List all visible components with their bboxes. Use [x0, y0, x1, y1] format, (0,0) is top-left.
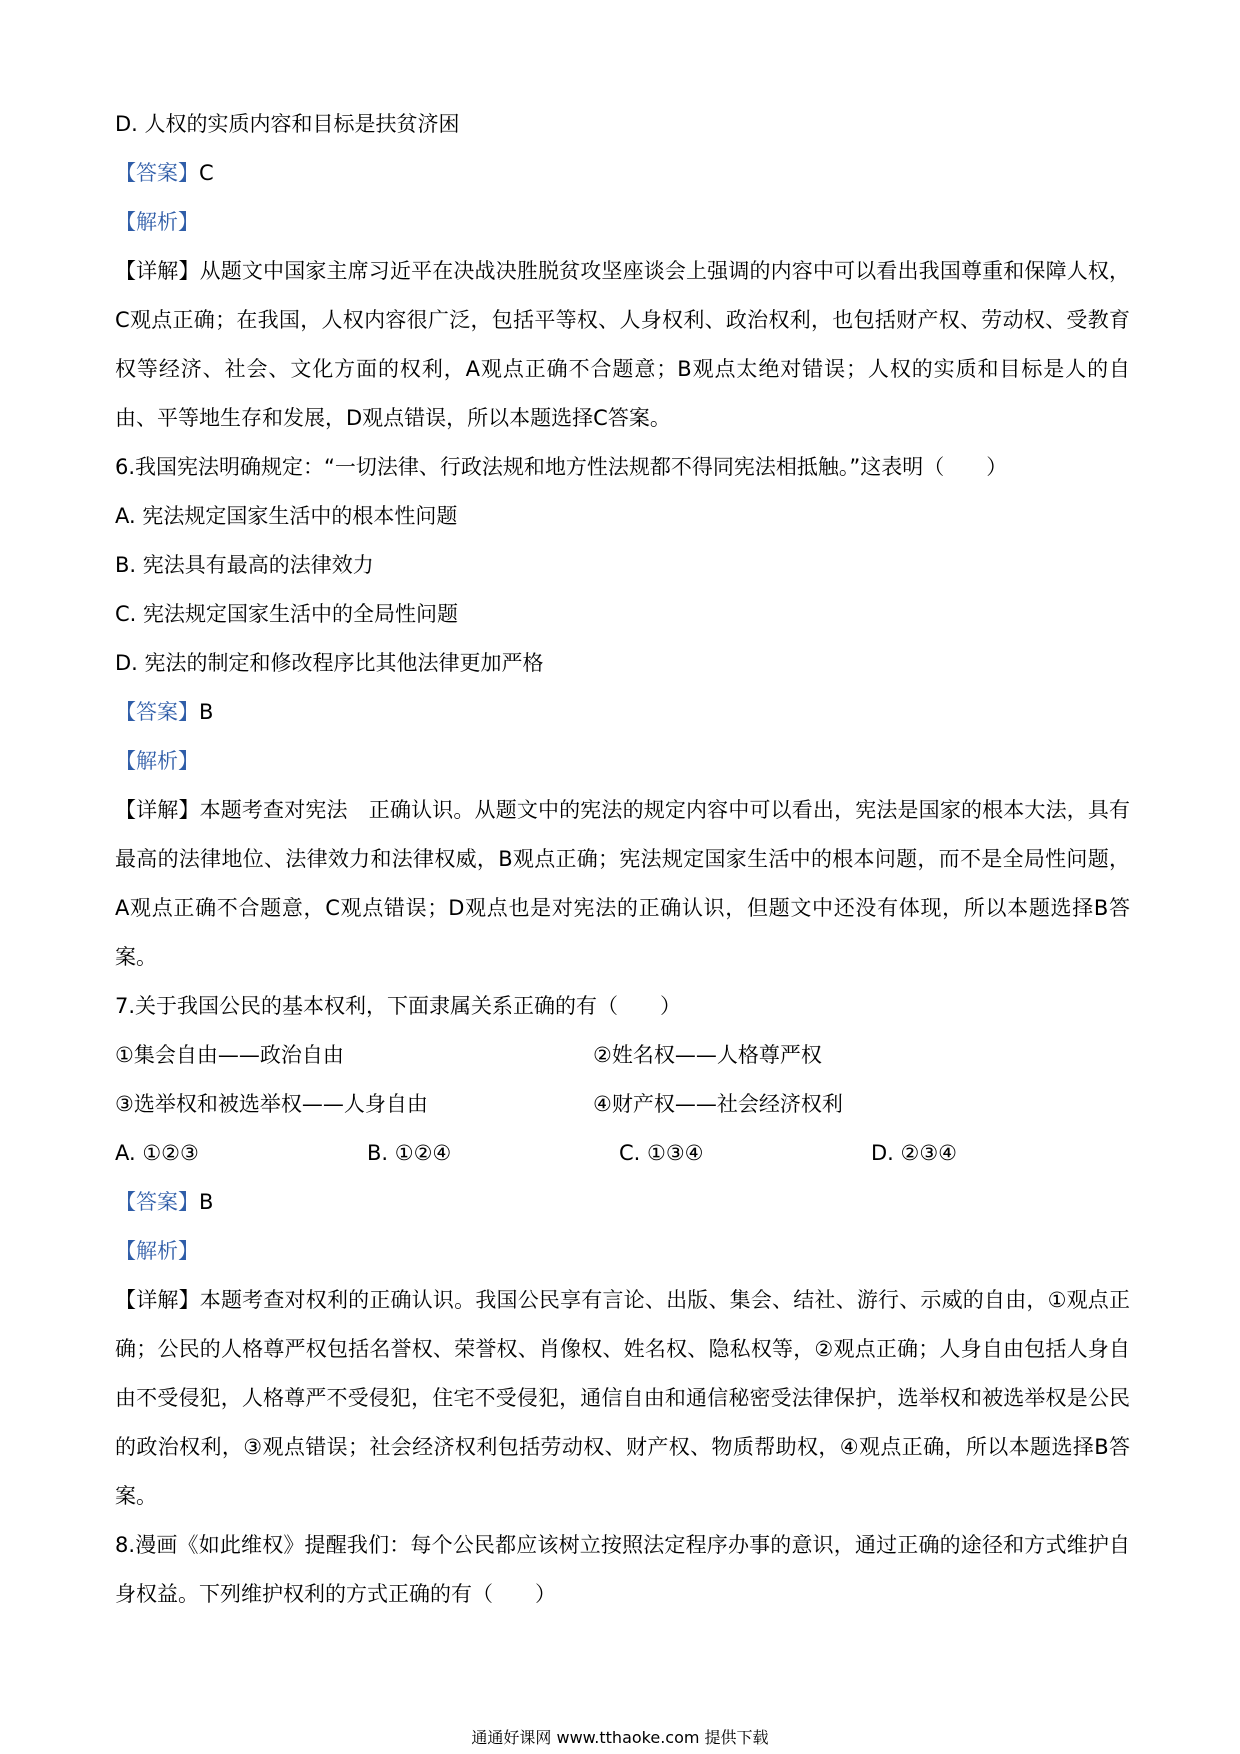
answer-label: 【答案】 [115, 161, 199, 185]
q7-items-row-2 [115, 1080, 1130, 1129]
q7-items-row-1 [115, 1031, 1130, 1080]
q5-answer [115, 149, 1130, 198]
q7-item-1: ①集会自由——政治自由 [115, 1043, 344, 1067]
q7-option-a: A. ①②③ [115, 1141, 199, 1165]
q6-option-b: B. 宪法具有最高的法律效力 [115, 553, 374, 577]
answer-value: B [199, 1190, 214, 1214]
detail-text: 本题考查对权利的正确认识。我国公民享有言论、出版、集会、结社、游行、示威的自由，①观点正确；公民的人格尊严权包括名誉权、荣誉权、肖像权、姓名权、隐私权等，②观点正确；人身自由包括人身自由不受侵犯，人格尊严不受侵犯，住宅不受侵犯，通信自由和通信秘密受法律保护，选举权和被选举权是公民的政治权利，③观点错误；社会经济权利包括劳动权、财产权、物质帮助权，④观点正确，所以本题选择B答案。 [115, 1288, 1130, 1508]
q6-detail [115, 786, 1130, 982]
analysis-label: 【解析】 [115, 210, 199, 234]
q6-stem: 6.我国宪法明确规定：“一切法律、行政法规和地方性法规都不得同宪法相抵触。”这表明（ ） [115, 455, 1008, 479]
q7-stem: 7.关于我国公民的基本权利，下面隶属关系正确的有（ ） [115, 994, 682, 1018]
q5-analysis-label [115, 198, 1130, 247]
q6-answer [115, 688, 1130, 737]
q7-analysis-label [115, 1227, 1130, 1276]
detail-text: 从题文中国家主席习近平在决战决胜脱贫攻坚座谈会上强调的内容中可以看出我国尊重和保障人权，C观点正确；在我国，人权内容很广泛，包括平等权、人身权利、政治权利，也包括财产权、劳动权、受教育权等经济、社会、文化方面的权利，A观点正确不合题意；B观点太绝对错误；人权的实质和目标是人的自由、平等地生存和发展，D观点错误，所以本题选择C答案。 [115, 259, 1131, 430]
q7-options-row [115, 1129, 1130, 1178]
detail-label: 【详解】 [115, 259, 200, 283]
answer-label: 【答案】 [115, 700, 199, 724]
detail-label: 【详解】 [115, 1288, 200, 1312]
q7-option-d: D. ②③④ [871, 1141, 957, 1165]
q7-option-b: B. ①②④ [367, 1141, 452, 1165]
answer-value: C [199, 161, 214, 185]
q6-option-a: A. 宪法规定国家生活中的根本性问题 [115, 504, 458, 528]
q7-answer [115, 1178, 1130, 1227]
answer-label: 【答案】 [115, 1190, 199, 1214]
analysis-label: 【解析】 [115, 749, 199, 773]
q5-detail [115, 247, 1130, 443]
q7-item-3: ③选举权和被选举权——人身自由 [115, 1092, 428, 1116]
q6-analysis-label [115, 737, 1130, 786]
q7-detail [115, 1276, 1130, 1521]
q7-item-2: ②姓名权——人格尊严权 [593, 1043, 822, 1067]
q8-stem: 8.漫画《如此维权》提醒我们：每个公民都应该树立按照法定程序办事的意识，通过正确的途径和方式维护自身权益。下列维护权利的方式正确的有（ ） [115, 1533, 1130, 1606]
q6-option-d: D. 宪法的制定和修改程序比其他法律更加严格 [115, 651, 544, 675]
q7-option-c: C. ①③④ [619, 1141, 704, 1165]
q6-option-c: C. 宪法规定国家生活中的全局性问题 [115, 602, 459, 626]
q5-option-d: D. 人权的实质内容和目标是扶贫济困 [115, 112, 460, 136]
detail-label: 【详解】 [115, 798, 200, 822]
page-footer: 通通好课网 www.tthaoke.com 提供下载 [471, 1728, 769, 1747]
document-page [115, 100, 1130, 1619]
detail-text: 本题考查对宪法 正确认识。从题文中的宪法的规定内容中可以看出，宪法是国家的根本大法，具有最高的法律地位、法律效力和法律权威，B观点正确；宪法规定国家生活中的根本问题，而不是全局性问题，A观点正确不合题意，C观点错误；D观点也是对宪法的正确认识，但题文中还没有体现，所以本题选择B答案。 [115, 798, 1131, 969]
q7-item-4: ④财产权——社会经济权利 [593, 1092, 843, 1116]
answer-value: B [199, 700, 214, 724]
analysis-label: 【解析】 [115, 1239, 199, 1263]
